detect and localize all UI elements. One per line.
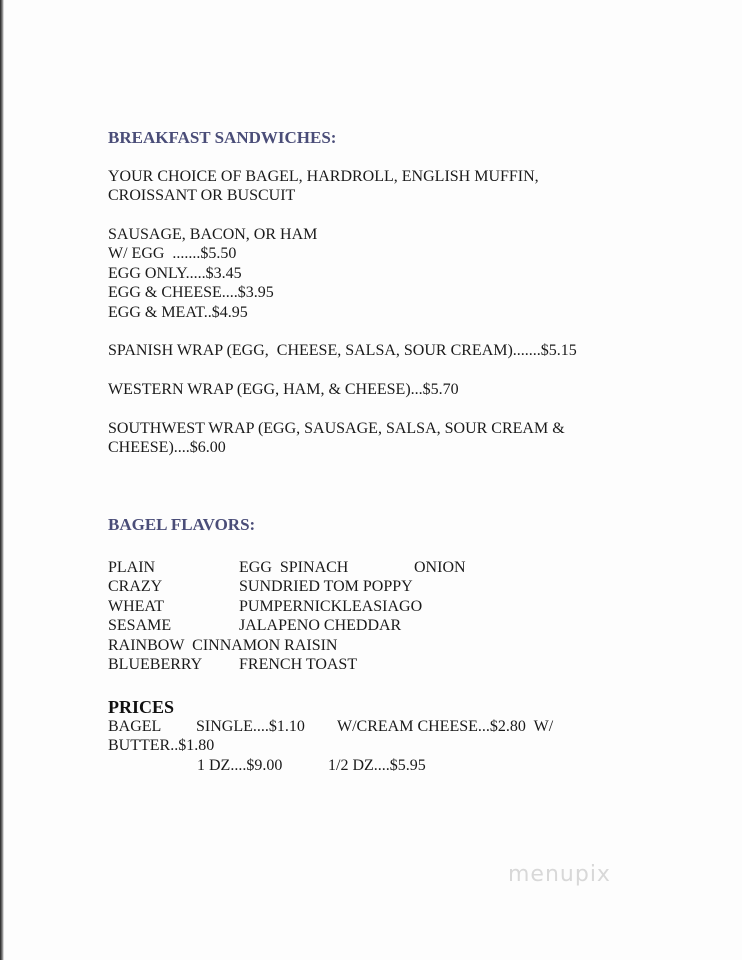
meat-line: EGG & MEAT..$4.95 [108, 304, 248, 321]
breakfast-heading: BREAKFAST SANDWICHES: [108, 128, 337, 147]
price-single: SINGLE....$1.10 [196, 718, 305, 735]
flavor: RAINBOW CINNAMON RAISIN [108, 637, 338, 654]
flavor: WHEAT [108, 598, 164, 615]
scan-edge [0, 0, 4, 960]
southwest-wrap-1: SOUTHWEST WRAP (EGG, SAUSAGE, SALSA, SOUR CREAM & [108, 420, 565, 437]
price-half-dozen: 1/2 DZ....$5.95 [328, 757, 426, 774]
meat-line: W/ EGG .......$5.50 [108, 245, 237, 262]
meat-line: EGG & CHEESE....$3.95 [108, 284, 274, 301]
spanish-wrap: SPANISH WRAP (EGG, CHEESE, SALSA, SOUR CREAM).......$5.15 [108, 342, 577, 359]
intro-line-1: YOUR CHOICE OF BAGEL, HARDROLL, ENGLISH MUFFIN, [108, 168, 539, 185]
flavor: SUNDRIED TOM POPPY [239, 578, 413, 595]
flavor: EGG SPINACH [239, 559, 349, 576]
price-dozen: 1 DZ....$9.00 [197, 757, 283, 774]
prices-heading: PRICES [108, 697, 175, 717]
flavor: PLAIN [108, 559, 156, 576]
price-cream-cheese: W/CREAM CHEESE...$2.80 W/ [337, 718, 554, 735]
flavor: FRENCH TOAST [239, 656, 358, 673]
flavor: JALAPENO CHEDDAR [239, 617, 402, 634]
flavor: SESAME [108, 617, 172, 634]
flavor: CRAZY [108, 578, 163, 595]
flavor: BLUEBERRY [108, 656, 203, 673]
western-wrap: WESTERN WRAP (EGG, HAM, & CHEESE)...$5.70 [108, 381, 459, 398]
southwest-wrap-2: CHEESE)....$6.00 [108, 439, 226, 456]
menupix-watermark: menupix [508, 862, 611, 887]
bagel-heading: BAGEL FLAVORS: [108, 515, 256, 534]
price-butter: BUTTER..$1.80 [108, 737, 215, 754]
price-bagel-label: BAGEL [108, 718, 162, 735]
meat-line: EGG ONLY.....$3.45 [108, 265, 242, 282]
flavor: ONION [414, 559, 466, 576]
flavor: PUMPERNICKLEASIAGO [239, 598, 423, 615]
meat-line: SAUSAGE, BACON, OR HAM [108, 226, 318, 243]
intro-line-2: CROISSANT OR BUSCUIT [108, 187, 296, 204]
